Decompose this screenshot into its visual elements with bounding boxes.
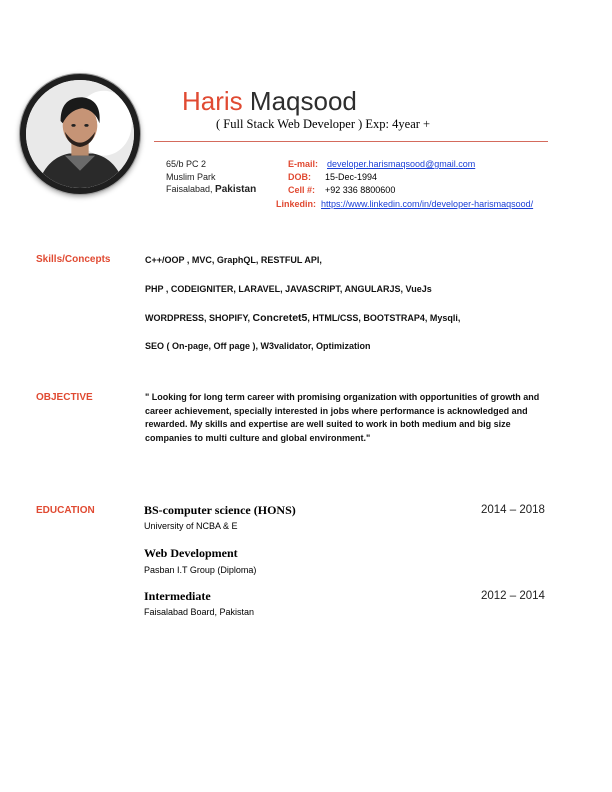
address-line-1: 65/b PC 2 bbox=[166, 159, 207, 169]
education-degree: Web Development bbox=[144, 546, 238, 560]
dob-value: 15-Dec-1994 bbox=[325, 172, 378, 182]
skills-line-2: PHP , CODEIGNITER, LARAVEL, JAVASCRIPT, ANGULARJS, VueJs bbox=[145, 284, 432, 294]
education-years: 2014 – 2018 bbox=[481, 504, 545, 516]
education-degree: BS-computer science (HONS) bbox=[144, 503, 296, 517]
skills-line-4: SEO ( On-page, Off page ), W3validator, Optimization bbox=[145, 341, 371, 351]
linkedin-label: Linkedin: bbox=[276, 199, 316, 209]
objective-heading: OBJECTIVE bbox=[36, 392, 93, 403]
address-line-2: Muslim Park bbox=[166, 172, 216, 182]
skills-line-3 bbox=[145, 312, 460, 324]
skills-line-3-end: , HTML/CSS, BOOTSTRAP4, Mysqli, bbox=[307, 313, 461, 323]
address-line-3 bbox=[166, 184, 256, 195]
address-country: Pakistan bbox=[215, 184, 257, 195]
cell-label: Cell #: bbox=[288, 185, 316, 195]
skills-heading: Skills/Concepts bbox=[36, 254, 111, 265]
profile-photo-image bbox=[26, 80, 134, 188]
objective-text: " Looking for long term career with promising organization with opportunities of growth and career achievement, specially interested in jobs where performance is acknowledged and rewarded. My skills and expertise are well suited to work in both medium and big size companies to multi culture and global environment." bbox=[145, 392, 540, 443]
skills-line-3-highlight: Concretet5 bbox=[252, 312, 308, 324]
education-degree: Intermediate bbox=[144, 589, 211, 603]
skills-line-3-start: WORDPRESS, SHOPIFY, bbox=[145, 313, 253, 323]
profile-photo bbox=[20, 74, 140, 194]
skills-line-1: C++/OOP , MVC, GraphQL, RESTFUL API, bbox=[145, 255, 322, 265]
education-institute: University of NCBA & E bbox=[144, 521, 238, 531]
last-name: Maqsood bbox=[249, 86, 357, 116]
header-divider bbox=[154, 141, 548, 142]
email-link[interactable]: developer.harismaqsood@gmail.com bbox=[327, 159, 476, 169]
job-title: ( Full Stack Web Developer ) Exp: 4year + bbox=[216, 117, 431, 131]
linkedin-link[interactable]: https://www.linkedin.com/in/developer-harismaqsood/ bbox=[321, 199, 534, 209]
first-name: Haris bbox=[182, 86, 243, 116]
dob-label: DOB: bbox=[288, 172, 311, 182]
education-years: 2012 – 2014 bbox=[481, 590, 545, 602]
candidate-name bbox=[182, 86, 357, 117]
education-heading: EDUCATION bbox=[36, 505, 95, 516]
education-institute: Pasban I.T Group (Diploma) bbox=[144, 565, 257, 575]
email-label: E-mail: bbox=[288, 159, 319, 169]
cell-value: +92 336 8800600 bbox=[325, 185, 396, 195]
address-city: Faisalabad, bbox=[166, 184, 213, 194]
education-institute: Faisalabad Board, Pakistan bbox=[144, 607, 255, 617]
